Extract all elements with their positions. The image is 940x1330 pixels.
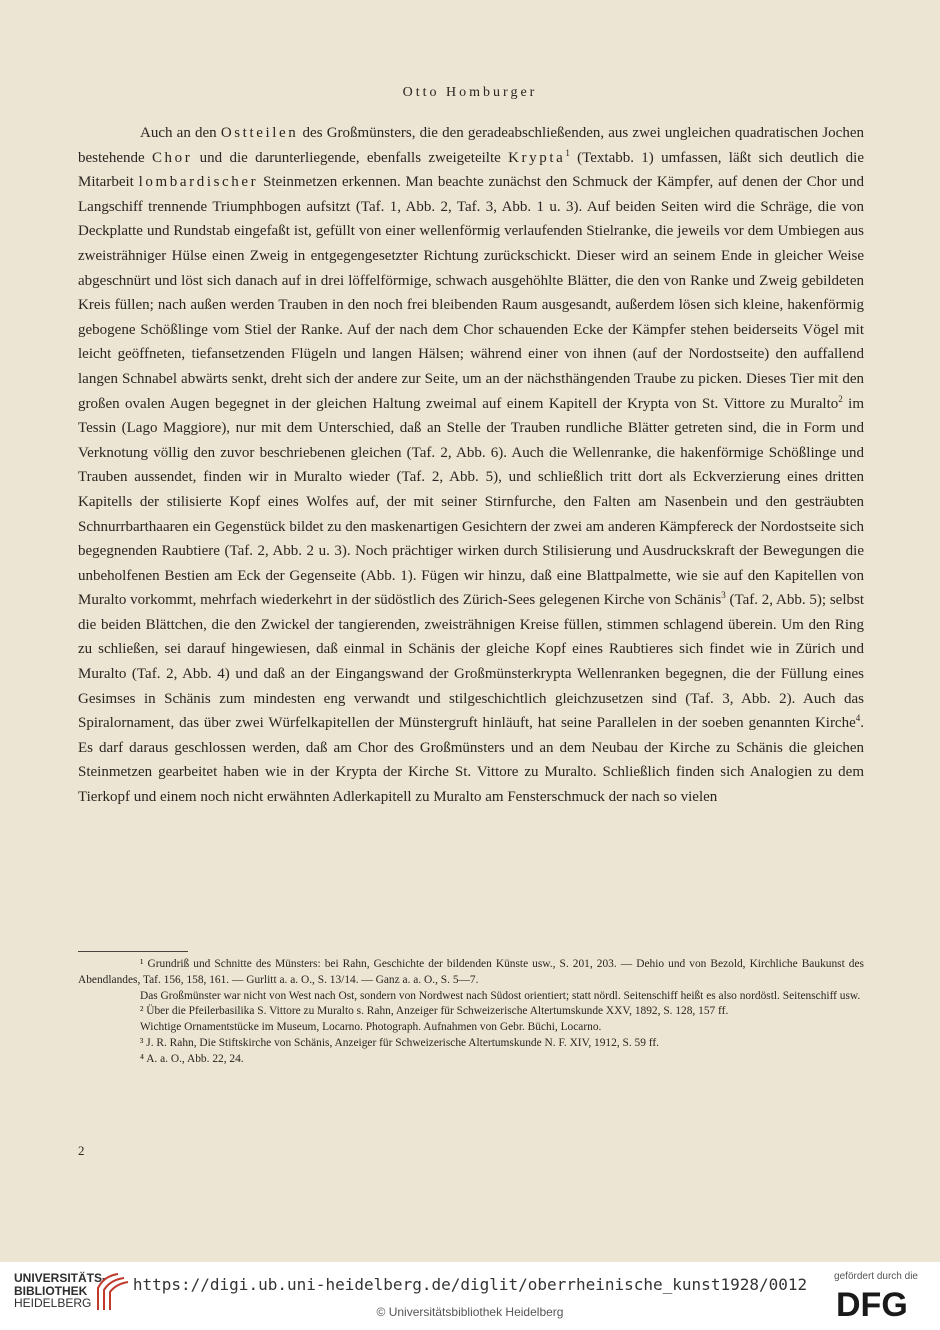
copyright-notice: © Universitätsbibliothek Heidelberg [376,1305,564,1319]
footnote-2: ² Über die Pfeilerbasilika S. Vittore zu Muralto s. Rahn, Anzeiger für Schweizerische Altertumskunde XXV, 1892, S. 128, 157 ff. [140,1005,729,1018]
footnote-3: ³ J. R. Rahn, Die Stiftskirche von Schänis, Anzeiger für Schweizerische Altertumskunde N. F. XIV, 1912, S. 59 ff. [140,1036,660,1049]
main-paragraph [78,121,864,810]
page-number: 2 [78,1143,85,1158]
page-url-link[interactable]: https://digi.ub.uni-heidelberg.de/diglit/oberrheinische_kunst1928/0012 [132,1275,808,1294]
spaced-term: Krypta [508,149,566,166]
footnote-2-cont: Wichtige Ornamentstücke im Museum, Locarno. Photograph. Aufnahmen von Gebr. Büchi, Locarno. [140,1021,602,1034]
text-run: Auch an den [140,125,221,141]
text-run: des Großmünsters, die den geradeabschließenden, aus zwei ungleichen quadratischen Jochen bestehende [78,125,865,166]
funding-note: gefördert durch die [834,1271,918,1282]
footnote-1: ¹ Grundriß und Schnitte des Münsters: bei Rahn, Geschichte der bildenden Künste usw., S. 201, 203. — Dehio und von Bezold, Kirchliche Baukunst des Abendlandes, Taf. 156, 158, 161. — Gurlitt a. a. O., S. 13/14. — Ganz a. a. O., S. 5—7. [78,958,864,986]
dfg-logo-text: DFG [836,1286,908,1320]
logo-line-1: UNIVERSITÄTS- [14,1271,107,1285]
dfg-logo[interactable] [836,1286,924,1320]
footnotes [78,957,864,1068]
text-run: Steinmetzen erkennen. Man beachte zunächst den Schmuck der Kämpfer, auf denen der Chor und Langschiff trennende Triumphbogen aufsitzt (Taf. 1, Abb. 2, Taf. 3, Abb. 1 u. 3). Auf beiden Seiten wird die Schräge, die von Deckplatte und Rundstab eingefaßt ist, gefüllt von einer wellenförmig verlaufenden Stielranke, die jeweils vor dem Umbiegen aus zweisträhniger Hülse einen Zweig in entgegengesetzter Richtung zurückschickt. Dieser wird an seinem Ende in gleicher Weise abgeschnürt und löst sich danach auf in drei löffelförmige, schwach ausgehöhlte Blätter, die den von Ranke und Zweig gebildeten Kreis füllen; nach außen werden Trauben in den noch frei bleibenden Raum ausgesandt, außerdem lösen sich kleine, hakenförmig gebogene Schößlinge vom Stiel der Ranke. Auf der nach dem Chor schauenden Ecke der Kämpfer stehen beiderseits Vögel mit leicht geöffneten, tiefansetzenden Flügeln und langen Hälsen; während einer von ihnen (auf der Nordostseite) den auffallend langen Schnabel abwärts senkt, dreht sich der andere zur Seite, um an der nächsthängenden Traube zu picken. Dieses Tier mit den großen ovalen Augen begegnet in der gleichen Haltung zweimal auf einem Kapitell der Krypta von St. Vittore zu Muralto [78,174,864,412]
text-run: im Tessin (Lago Maggiore), nur mit dem Unterschied, daß an Stelle der Trauben rundliche Blätter getreten sind, die in Form und Verknotung völlig den zuvor beschriebenen gleichen (Taf. 2, Abb. 6). Auch die Wellenranke, die hakenförmige Schößlinge und Trauben aussendet, finden wir in Muralto wieder (Taf. 2, Abb. 5), und schließlich tritt dort als Eckverzierung eines dritten Kapitells der stilisierte Kopf eines Wolfes auf, der mit seiner Stirnfurche, den Falten am Nasenbein und den gesträubten Schnurrbarthaaren ein Gegenstück bildet zu den maskenartigen Gesichtern der zwei am anderen Kämpfereck der Nordostseite sich begegnenden Raubtiere (Taf. 2, Abb. 2 u. 3). Noch prächtiger wirken durch Stilisierung und Ausdruckskraft der Bewegungen die unbeholfenen Bestien am Eck der Gegenseite (Abb. 1). Fügen wir hinzu, daß eine Blattpalmette, wie sie auf den Kapitellen von Muralto vorkommt, mehrfach wiederkehrt in der südöstlich des Zürich-Sees gelegenen Kirche von Schänis [78,395,864,609]
text-run: und die darunterliegende, ebenfalls zweigeteilte [192,149,509,166]
spaced-term: Ostteilen [220,125,299,141]
footnote-ref: 2 [838,393,843,404]
spaced-term: lombardischer [138,174,259,191]
running-head: Otto Homburger [402,85,538,100]
footnote-ref: 1 [565,147,570,158]
text-run: . Es darf daraus geschlossen werden, daß am Chor des Großmünsters und an dem Neubau der Kirche zu Schänis die gleichen Steinmetzen gearbeitet haben wie in der Krypta der Kirche St. Vittore zu Muralto. Schließlich finden sich Analogien zu dem Tierkopf und einem noch nicht erwähnten Adlerkapitell zu Muralto am Fensterschmuck der nach so vielen [78,715,864,806]
text-run: (Textabb. 1) umfassen, läßt sich deutlich die Mitarbeit [78,149,864,191]
footnote-1-cont: Das Großmünster war nicht von West nach Ost, sondern von Nordwest nach Südost orientiert; statt nördl. Seitenschiff heißt es also nordöstl. Seitenschiff usw. [140,989,861,1002]
logo-line-3: HEIDELBERG [14,1296,92,1310]
text-run: (Taf. 2, Abb. 5); selbst die beiden Blättchen, die den Zwickel der tangierenden, zweisträhnigen Kreise füllen, stimmen schlagend überein. Um den Ring zu schließen, sei darauf hingewiesen, daß einmal in Schänis der gleiche Kopf eines Raubtieres sich findet wie in Zürich und Muralto (Taf. 2, Abb. 4) und daß an der Eingangswand der Großmünsterkrypta Wellenranken begegnen, die der Füllung eines Gesimses in Schänis zum mindesten eng verwandt und stilgeschichtlich gleichzusetzen sind (Taf. 3, Abb. 2). Auch das Spiralornament, das über zwei Würfelkapitellen der Münstergruft hinläuft, hat seine Parallelen in der soeben genannten Kirche [78,592,864,732]
spaced-term: Chor [151,149,193,166]
footnote-divider [78,951,188,952]
footnote-ref: 3 [721,590,726,601]
logo-line-2: BIBLIOTHEK [14,1283,88,1298]
footnote-ref: 4 [855,713,861,724]
viewer-footer [0,1262,940,1330]
footnote-4: ⁴ A. a. O., Abb. 22, 24. [140,1052,244,1065]
